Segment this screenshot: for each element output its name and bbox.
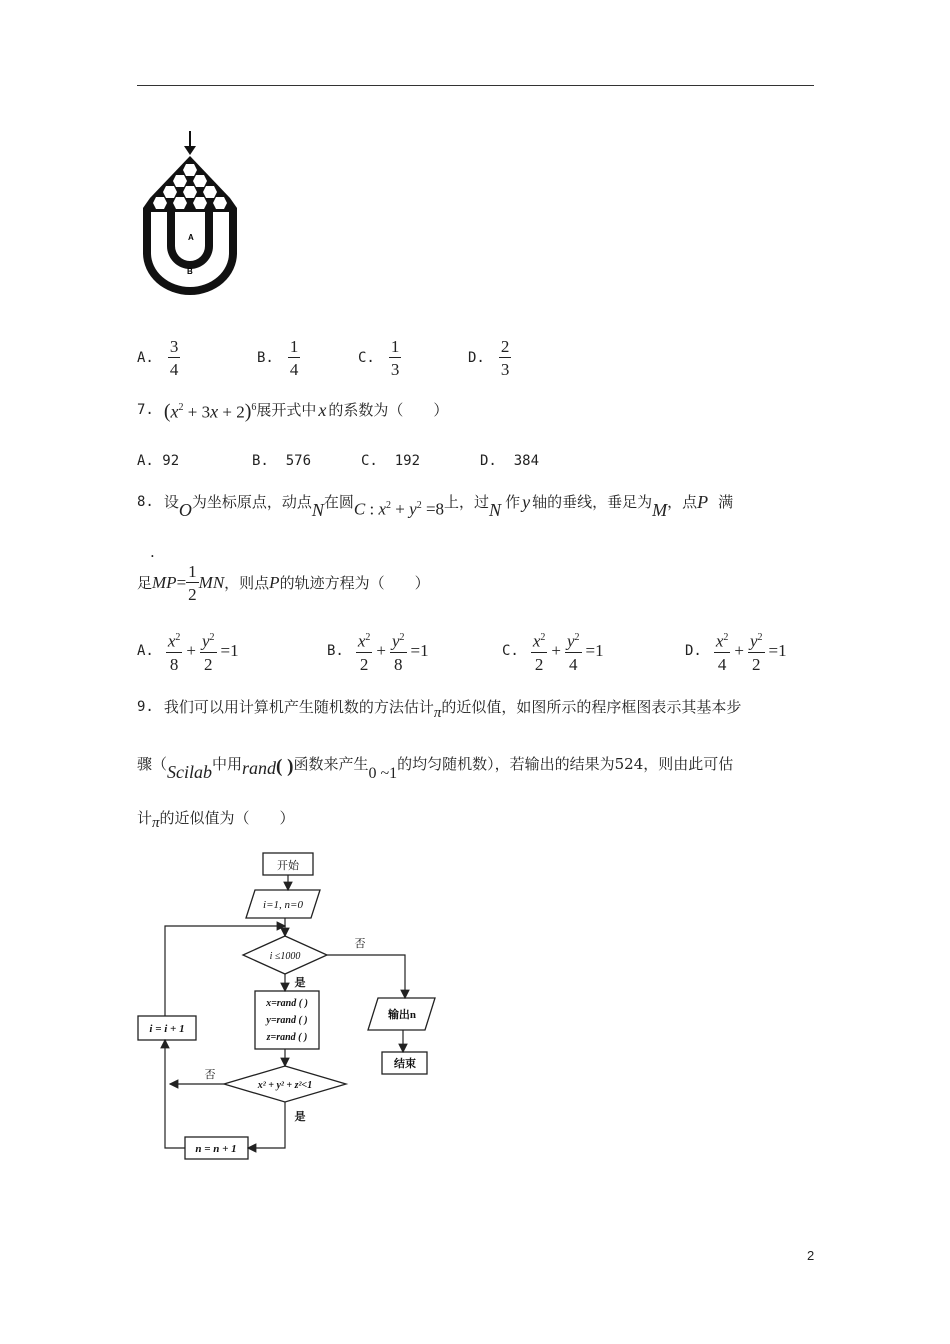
q8-stem-line2: 足 MP = $\frac{1}{2}$ MN ，则点 P 的轨迹方程为（ ）	[137, 562, 430, 604]
arrow-icon	[184, 131, 196, 155]
header-rule	[137, 85, 814, 86]
end-label: 结束	[394, 1058, 416, 1070]
fraction: $\frac{2}{3}$	[500, 337, 510, 379]
ellipse-equation: $\frac{x^2}{2}$ + $\frac{y^2}{8}$ =1	[356, 628, 429, 674]
option-label: A.	[137, 350, 154, 366]
cond2-label: x² + y² + z²<1	[257, 1080, 313, 1091]
assign-y-label: y=rand ( )	[266, 1015, 308, 1026]
ellipse-equation: $\frac{x^2}{8}$ + $\frac{y^2}{2}$ =1	[166, 628, 239, 674]
q9-stem-line3: 计 π 的近似值为（ ）	[137, 809, 295, 831]
inc-i-label: i = i + 1	[149, 1023, 185, 1035]
q6-option-d[interactable]	[468, 337, 511, 379]
q6-option-a[interactable]	[137, 337, 180, 379]
question-number: 9.	[137, 699, 154, 715]
assign-x-label: x=rand ( )	[266, 998, 308, 1009]
ellipse-equation: $\frac{x^2}{4}$ + $\frac{y^2}{2}$ =1	[714, 628, 787, 674]
start-label: 开始	[277, 860, 299, 872]
question-number: 8.	[137, 493, 154, 510]
q7-stem	[137, 398, 448, 423]
q7-option-d[interactable]: D. 384	[480, 453, 540, 469]
q7-option-b[interactable]: B. 576	[252, 453, 312, 469]
label-b: B	[187, 267, 193, 276]
q6-option-c[interactable]	[358, 337, 401, 379]
text: 的系数为（ ）	[328, 401, 449, 420]
circle-equation: C : $x^2 + y^2 =8$	[353, 499, 445, 519]
init-label: i=1, n=0	[263, 899, 303, 911]
yes2-label: 是	[294, 1111, 306, 1123]
q7-option-a[interactable]: A. 92	[137, 453, 180, 469]
fraction: $\frac{1}{4}$	[289, 337, 299, 379]
q9-stem-line1: 9. 我们可以用计算机产生随机数的方法估计 π 的近似值，如图所示的程序框图表示其基本步	[137, 698, 742, 721]
fraction: $\frac{3}{4}$	[169, 337, 179, 379]
no2-label: 否	[204, 1069, 216, 1081]
q8-option-a[interactable]: A. $\frac{x^2}{8}$ + $\frac{y^2}{2}$ =1	[137, 628, 239, 674]
label-a: A	[188, 233, 194, 242]
ellipse-equation: $\frac{x^2}{2}$ + $\frac{y^2}{4}$ =1	[531, 628, 604, 674]
cond1-label: i ≤1000	[269, 951, 301, 962]
q6-option-b[interactable]	[257, 337, 300, 379]
q8-option-d[interactable]: D. $\frac{x^2}{4}$ + $\frac{y^2}{2}$ =1	[685, 628, 787, 674]
dot-mark: .	[150, 543, 155, 561]
fraction: $\frac{1}{3}$	[390, 337, 400, 379]
q8-option-c[interactable]: C. $\frac{x^2}{2}$ + $\frac{y^2}{4}$ =1	[502, 628, 604, 674]
inc-n-label: n = n + 1	[195, 1143, 237, 1155]
expression: $(x^2 + 3x + 2)^6$	[163, 400, 257, 423]
variable: x	[318, 400, 327, 421]
q8-option-b[interactable]: B. $\frac{x^2}{2}$ + $\frac{y^2}{8}$ =1	[327, 628, 429, 674]
page-number: 2	[807, 1248, 815, 1263]
question-number: 7.	[137, 402, 154, 419]
q9-stem-line2: 骤（ Scilab 中用 rand ( ) 函数来产生 0 ~1 的均匀随机数），若输出的结果为524，则由此可估	[137, 755, 734, 782]
yes1-label: 是	[294, 977, 306, 989]
option-label: D.	[468, 350, 485, 366]
fraction: $\frac{1}{2}$	[188, 562, 197, 604]
output-label: 输出n	[387, 1009, 417, 1021]
q7-option-c[interactable]: C. 192	[361, 453, 421, 469]
no1-label: 否	[354, 938, 366, 950]
q8-stem-line1: 8. 设 O 为坐标原点，动点 N 在圆 C : $x^2 + y^2 =8$ 上，过 N 作 y 轴的垂线，垂足为 M ，点 P 满	[137, 491, 734, 520]
option-label: B.	[257, 350, 274, 366]
pin-board-figure	[135, 128, 245, 298]
text: 展开式中	[256, 401, 317, 420]
assign-z-label: z=rand ( )	[266, 1032, 308, 1043]
option-label: C.	[358, 350, 375, 366]
flowchart	[130, 848, 450, 1168]
